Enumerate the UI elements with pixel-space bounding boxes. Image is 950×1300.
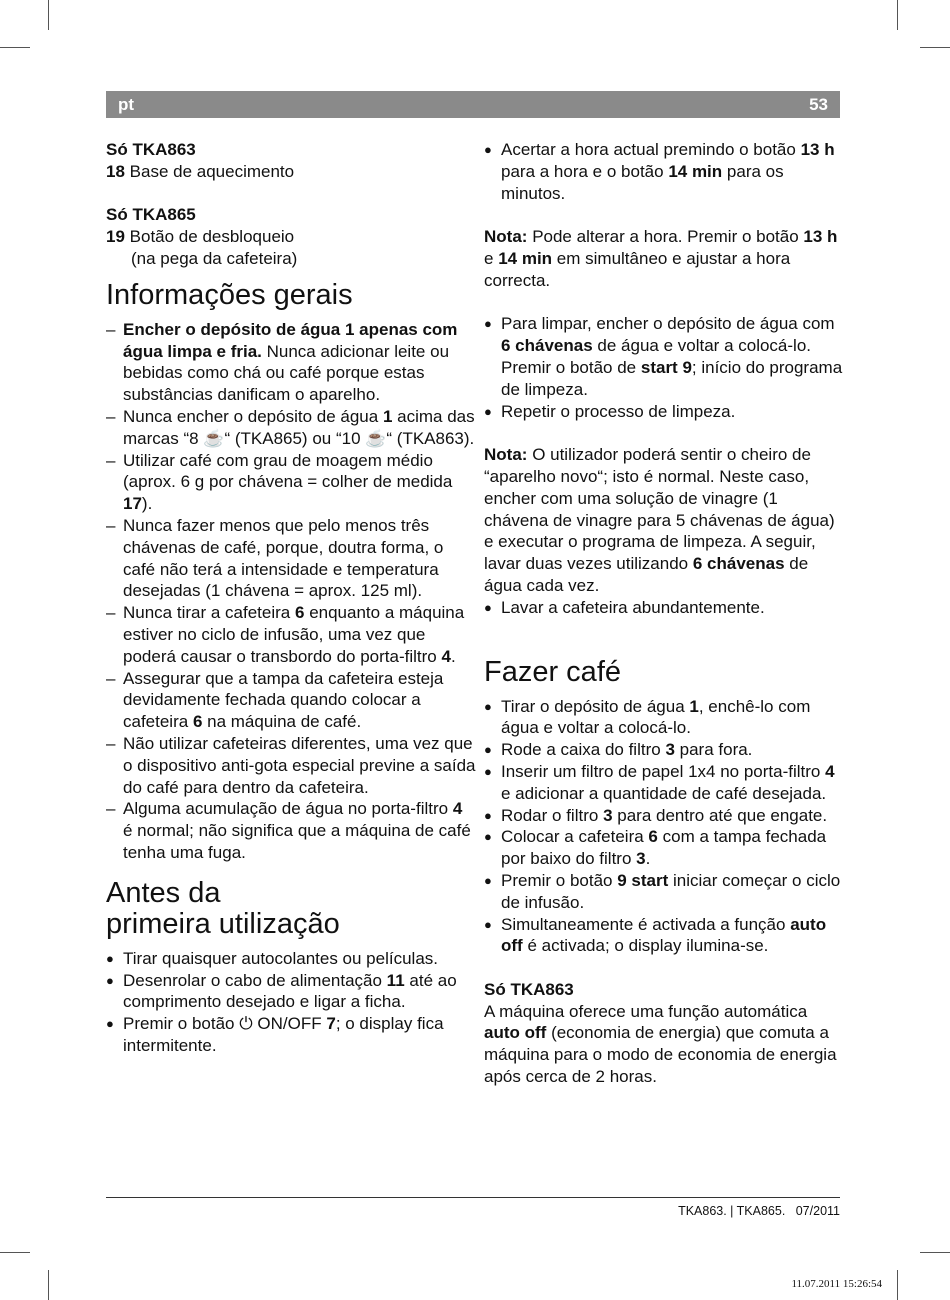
list-item: – Não utilizar cafeteiras diferentes, uma vez que o dispositivo anti-gota especial previne a saída do café para dentro da cafeteira. xyxy=(106,733,476,798)
part-item: 18 Base de aquecimento xyxy=(106,161,295,181)
language-code: pt xyxy=(118,95,135,114)
crop-mark xyxy=(920,1252,950,1253)
footer-info: TKA863. | TKA865. 07/2011 xyxy=(678,1204,840,1218)
footer-divider xyxy=(106,1197,840,1198)
list-item: ● Simultaneamente é activada a função auto off é activada; o display ilumina-se. xyxy=(484,914,844,958)
model-heading: Só TKA865 xyxy=(106,205,196,225)
list-item: ● Rode a caixa do filtro 3 para fora. xyxy=(484,739,844,761)
list-item: – Encher o depósito de água 1 apenas com água limpa e fria. Nunca adicionar leite ou bebidas como chá ou café porque estas substâncias danificam o aparelho. xyxy=(106,319,476,406)
crop-mark xyxy=(897,0,898,30)
list-item: – Nunca tirar a cafeteira 6 enquanto a máquina estiver no ciclo de infusão, uma vez que poderá causar o transbordo do porta-filtro 4. xyxy=(106,602,476,667)
list-item: – Nunca encher o depósito de água 1 acima das marcas “8 ☕“ (TKA865) ou “10 ☕“ (TKA863). xyxy=(106,406,476,450)
list-item: ● Premir o botão 9 start iniciar começar o ciclo de infusão. xyxy=(484,870,844,914)
section-heading-make-coffee: Fazer café xyxy=(484,655,621,688)
list-item: ● Acertar a hora actual premindo o botão 13 h para a hora e o botão 14 min para os minutos. xyxy=(484,139,844,204)
crop-mark xyxy=(48,1270,49,1300)
left-column xyxy=(106,139,476,1057)
model-heading: Só TKA863 xyxy=(484,979,574,999)
crop-mark xyxy=(920,47,950,48)
list-item: ● Para limpar, encher o depósito de água com 6 chávenas de água e voltar a colocá-lo. Premir o botão de start 9; início do programa de limpeza. xyxy=(484,313,844,400)
list-item: ● Inserir um filtro de papel 1x4 no porta-filtro 4 e adicionar a quantidade de café desejada. xyxy=(484,761,844,805)
model-heading: Só TKA863 xyxy=(106,140,196,159)
list-item: ● Colocar a cafeteira 6 com a tampa fechada por baixo do filtro 3. xyxy=(484,826,844,870)
list-item: ● Lavar a cafeteira abundantemente. xyxy=(484,597,844,619)
list-item: ● Premir o botão ⏻ ON/OFF 7; o display fica intermitente. xyxy=(106,1013,476,1057)
section-heading-first-use: Antes da primeira utilização xyxy=(106,876,340,940)
part-subtext: (na pega da cafeteira) xyxy=(131,248,298,268)
crop-mark xyxy=(897,1270,898,1300)
list-item: – Assegurar que a tampa da cafeteira esteja devidamente fechada quando colocar a cafeteira 6 na máquina de café. xyxy=(106,668,476,733)
paragraph: A máquina oferece uma função automática auto off (economia de energia) que comuta a máquina para o modo de economia de energia após cerca de 2 horas. xyxy=(484,1001,837,1087)
part-item: 19 Botão de desbloqueio xyxy=(106,227,295,247)
crop-mark xyxy=(0,1252,30,1253)
page-number: 53 xyxy=(809,95,828,114)
list-item: – Alguma acumulação de água no porta-filtro 4 é normal; não significa que a máquina de café tenha uma fuga. xyxy=(106,798,476,863)
crop-mark xyxy=(48,0,49,30)
list-item: – Nunca fazer menos que pelo menos três chávenas de café, porque, doutra forma, o café não terá a intensidade e temperatura desejadas (1 chávena = aprox. 125 ml). xyxy=(106,515,476,602)
list-item: ● Repetir o processo de limpeza. xyxy=(484,401,844,423)
list-item: ● Rodar o filtro 3 para dentro até que engate. xyxy=(484,805,844,827)
list-item: ● Desenrolar o cabo de alimentação 11 até ao comprimento desejado e ligar a ficha. xyxy=(106,970,476,1014)
page-header-bar xyxy=(106,91,840,118)
print-timestamp: 11.07.2011 15:26:54 xyxy=(791,1278,882,1290)
list-item: – Utilizar café com grau de moagem médio (aprox. 6 g por chávena = colher de medida 17). xyxy=(106,450,476,515)
section-heading-general: Informações gerais xyxy=(106,278,353,311)
right-column xyxy=(484,139,844,1088)
list-item: ● Tirar o depósito de água 1, enchê-lo com água e voltar a colocá-lo. xyxy=(484,696,844,740)
note: Nota: Pode alterar a hora. Premir o botão 13 h e 14 min em simultâneo e ajustar a hora correcta. xyxy=(484,227,838,290)
crop-mark xyxy=(0,47,30,48)
list-item: ● Tirar quaisquer autocolantes ou películas. xyxy=(106,948,476,970)
note: Nota: O utilizador poderá sentir o cheiro de “aparelho novo“; isto é normal. Neste caso, encher com uma solução de vinagre (1 chávena de vinagre para 5 chávenas de água) e executar o programa de limpeza. A seguir, lavar duas vezes utilizando 6 chávenas de água cada vez. xyxy=(484,445,835,595)
